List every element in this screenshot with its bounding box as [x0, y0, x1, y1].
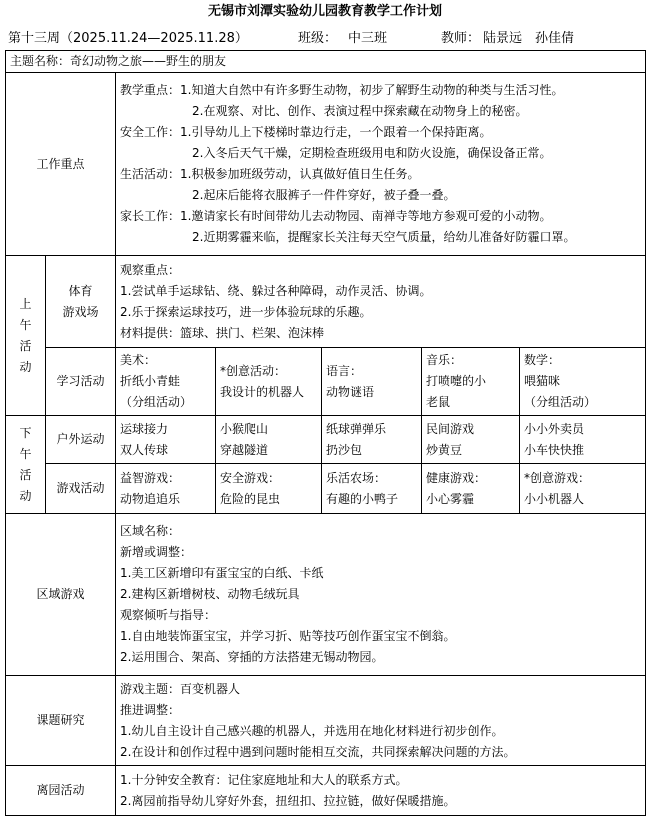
- pe-line: 2.乐于探索运球技巧，进一步体验玩球的乐趣。: [120, 304, 372, 319]
- learning-cell-math: [520, 348, 646, 416]
- activity-line: 小猴爬山: [220, 421, 269, 436]
- activity-line: （分组活动）: [524, 395, 597, 409]
- work-focus-line: 2.近期雾霾来临，提醒家长关注每天空气质量，给幼儿准备好防霾口罩。: [192, 230, 576, 244]
- learning-row: [6, 348, 646, 416]
- leaving-label: 离园活动: [6, 766, 116, 816]
- pe-line: 1.尝试单手运球钻、绕、躲过各种障碍，动作灵活、协调。: [120, 283, 432, 298]
- research-label: 课题研究: [6, 676, 116, 766]
- content-line: 1.十分钟安全教育：记住家庭地址和大人的联系方式。: [120, 772, 408, 787]
- activity-line: 运球接力: [120, 421, 169, 436]
- work-focus-line: 2.起床后能将衣服裤子一件件穿好，被子叠一叠。: [192, 188, 456, 202]
- vertical-label-char: 动: [19, 359, 32, 374]
- area-games-row: [6, 514, 646, 676]
- theme-name: 主题名称：奇幻动物之旅——野生的朋友: [6, 51, 646, 73]
- activity-line: 小小外卖员: [524, 421, 585, 436]
- activity-line: 美术：: [120, 353, 157, 367]
- class-label: 班级：: [298, 31, 338, 46]
- activity-line: 益智游戏：: [120, 470, 181, 485]
- activity-line: 数学：: [524, 353, 561, 367]
- vertical-label-char: 下: [19, 425, 32, 440]
- teacher-label: 教师：: [441, 31, 481, 46]
- activity-line: 老鼠: [426, 395, 451, 409]
- games-row: [6, 464, 646, 514]
- activity-line: 双人传球: [120, 442, 169, 457]
- content-line: 2.运用围合、架高、穿插的方法搭建无锡动物园。: [120, 650, 384, 664]
- area-games-label: 区域游戏: [6, 514, 116, 676]
- game-cell: [422, 464, 520, 514]
- morning-activity-label: [6, 256, 46, 416]
- activity-line: （分组活动）: [120, 395, 193, 409]
- learning-activity-label: 学习活动: [46, 348, 116, 416]
- outdoor-cell: [422, 416, 520, 464]
- content-line: 推进调整：: [120, 702, 181, 717]
- work-focus-line: 安全工作：1.引导幼儿上下楼梯时靠边行走，一个跟着一个保持距离。: [120, 125, 492, 139]
- plan-table: [5, 50, 646, 816]
- work-focus-row: [6, 73, 646, 256]
- pe-game-content: [116, 256, 646, 348]
- content-line: 2.离园前指导幼儿穿好外套，扭纽扣、拉拉链，做好保暖措施。: [120, 793, 456, 808]
- content-line: 2.建构区新增树枝、动物毛绒玩具: [120, 587, 300, 601]
- activity-line: *创意活动：: [220, 363, 287, 378]
- vertical-label-char: 动: [19, 488, 32, 503]
- activity-line: *创意游戏：: [524, 470, 591, 485]
- content-line: 1.自由地装饰蛋宝宝，并学习折、贴等技巧创作蛋宝宝不倒翁。: [120, 629, 456, 643]
- vertical-label-char: 活: [19, 338, 32, 353]
- vertical-label-char: 活: [19, 467, 32, 482]
- content-line: 1.美工区新增印有蛋宝宝的白纸、卡纸: [120, 566, 324, 580]
- work-focus-label: 工作重点: [6, 73, 116, 256]
- afternoon-activity-label: [6, 416, 46, 514]
- outdoor-row: [6, 416, 646, 464]
- game-cell: [116, 464, 216, 514]
- activity-line: 喂猫咪: [524, 374, 561, 388]
- leaving-content: [116, 766, 646, 816]
- activity-line: 危险的昆虫: [220, 491, 281, 506]
- activity-line: 折纸小青蛙: [120, 374, 181, 388]
- content-line: 1.幼儿自主设计自己感兴趣的机器人，并选用在地化材料进行初步创作。: [120, 723, 504, 738]
- work-focus-content: [116, 73, 646, 256]
- leaving-row: [6, 766, 646, 816]
- outdoor-cell: [322, 416, 422, 464]
- learning-cell-music: [422, 348, 520, 416]
- activity-line: 动物追追乐: [120, 491, 181, 506]
- pe-label-line: 体育: [68, 283, 93, 298]
- work-focus-line: 2.在观察、对比、创作、表演过程中探索藏在动物身上的秘密。: [192, 104, 528, 118]
- area-games-content: [116, 514, 646, 676]
- research-content: [116, 676, 646, 766]
- activity-line: 我设计的机器人: [220, 384, 305, 399]
- activity-line: 小心雾霾: [426, 491, 475, 506]
- info-row: [8, 28, 644, 50]
- vertical-label-char: 午: [19, 317, 32, 332]
- content-line: 区域名称：: [120, 524, 181, 538]
- morning-pe-row: [6, 256, 646, 348]
- activity-line: 纸球弹弹乐: [326, 421, 387, 436]
- activity-line: 语言：: [326, 363, 363, 378]
- activity-line: 打喷嚏的小: [426, 374, 487, 388]
- game-activity-label: 游戏活动: [46, 464, 116, 514]
- teacher-value: 陆景远 孙佳倩: [483, 31, 575, 46]
- work-focus-line: 生活活动：1.积极参加班级劳动，认真做好值日生任务。: [120, 167, 420, 181]
- outdoor-cell: [520, 416, 646, 464]
- activity-line: 有趣的小鸭子: [326, 491, 399, 506]
- activity-line: 乐活农场：: [326, 470, 387, 485]
- activity-line: 动物谜语: [326, 384, 375, 399]
- vertical-label-char: 上: [19, 296, 32, 311]
- outdoor-sports-label: 户外运动: [46, 416, 116, 464]
- game-cell: [520, 464, 646, 514]
- work-focus-line: 教学重点：1.知道大自然中有许多野生动物，初步了解野生动物的种类与生活习性。: [120, 83, 564, 97]
- research-row: [6, 676, 646, 766]
- learning-cell-art: [116, 348, 216, 416]
- content-line: 新增或调整：: [120, 545, 193, 559]
- learning-cell-creative: [216, 348, 322, 416]
- work-focus-line: 家长工作：1.邀请家长有时间带幼儿去动物园、南禅寺等地方参观可爱的小动物。: [120, 209, 552, 223]
- game-cell: [322, 464, 422, 514]
- pe-label-line: 游戏场: [62, 304, 99, 319]
- activity-line: 安全游戏：: [220, 470, 281, 485]
- activity-line: 小小机器人: [524, 491, 585, 506]
- learning-cell-language: [322, 348, 422, 416]
- activity-line: 穿越隧道: [220, 442, 269, 457]
- outdoor-cell: [216, 416, 322, 464]
- pe-line: 材料提供：篮球、拱门、栏架、泡沫棒: [120, 325, 325, 340]
- activity-line: 小车快快推: [524, 442, 585, 457]
- content-line: 观察倾听与指导：: [120, 608, 217, 622]
- theme-row: [6, 51, 646, 73]
- pe-line: 观察重点：: [120, 262, 181, 277]
- document-title: 无锡市刘潭实验幼儿园教育教学工作计划: [207, 4, 442, 19]
- class-value: 中三班: [348, 31, 388, 46]
- work-focus-line: 2.入冬后天气干燥，定期检查班级用电和防火设施，确保设备正常。: [192, 146, 552, 160]
- activity-line: 健康游戏：: [426, 470, 487, 485]
- vertical-label-char: 午: [19, 446, 32, 461]
- game-cell: [216, 464, 322, 514]
- content-line: 2.在设计和创作过程中遇到问题时能相互交流，共同探索解决问题的方法。: [120, 744, 516, 759]
- activity-line: 炒黄豆: [426, 442, 463, 457]
- content-line: 游戏主题：百变机器人: [120, 681, 241, 696]
- outdoor-cell: [116, 416, 216, 464]
- week-info: 第十三周（2025.11.24—2025.11.28）: [8, 31, 248, 46]
- activity-line: 民间游戏: [426, 421, 475, 436]
- activity-line: 音乐：: [426, 353, 463, 367]
- activity-line: 扔沙包: [326, 442, 363, 457]
- pe-game-label: [46, 256, 116, 348]
